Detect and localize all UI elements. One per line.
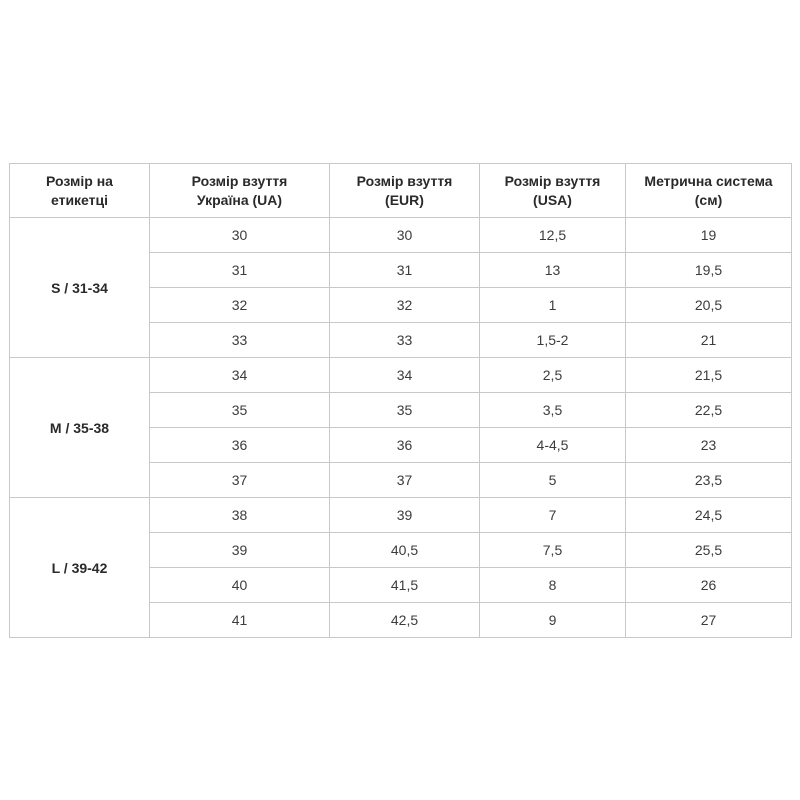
cell-cm: 24,5 bbox=[626, 498, 792, 533]
cell-eur: 34 bbox=[330, 358, 480, 393]
cell-ua: 39 bbox=[150, 533, 330, 568]
group-label-l: L / 39-42 bbox=[10, 498, 150, 638]
table-row bbox=[10, 358, 792, 393]
size-chart-table bbox=[9, 163, 792, 638]
cell-ua: 32 bbox=[150, 288, 330, 323]
cell-cm: 23,5 bbox=[626, 463, 792, 498]
cell-usa: 2,5 bbox=[480, 358, 626, 393]
header-metric-size: Метрична система (см) bbox=[626, 164, 792, 218]
cell-cm: 21,5 bbox=[626, 358, 792, 393]
cell-usa: 7 bbox=[480, 498, 626, 533]
cell-eur: 30 bbox=[330, 218, 480, 253]
table-row bbox=[10, 498, 792, 533]
cell-ua: 40 bbox=[150, 568, 330, 603]
header-eur-size: Розмір взуття (EUR) bbox=[330, 164, 480, 218]
cell-cm: 23 bbox=[626, 428, 792, 463]
cell-eur: 40,5 bbox=[330, 533, 480, 568]
cell-usa: 1,5-2 bbox=[480, 323, 626, 358]
cell-ua: 34 bbox=[150, 358, 330, 393]
cell-usa: 3,5 bbox=[480, 393, 626, 428]
cell-eur: 42,5 bbox=[330, 603, 480, 638]
cell-ua: 37 bbox=[150, 463, 330, 498]
header-label-size: Розмір на етикетці bbox=[10, 164, 150, 218]
cell-ua: 33 bbox=[150, 323, 330, 358]
cell-usa: 7,5 bbox=[480, 533, 626, 568]
cell-eur: 39 bbox=[330, 498, 480, 533]
cell-eur: 31 bbox=[330, 253, 480, 288]
cell-eur: 37 bbox=[330, 463, 480, 498]
cell-usa: 1 bbox=[480, 288, 626, 323]
cell-usa: 9 bbox=[480, 603, 626, 638]
cell-ua: 30 bbox=[150, 218, 330, 253]
cell-usa: 5 bbox=[480, 463, 626, 498]
cell-eur: 32 bbox=[330, 288, 480, 323]
cell-ua: 38 bbox=[150, 498, 330, 533]
group-label-s: S / 31-34 bbox=[10, 218, 150, 358]
cell-usa: 8 bbox=[480, 568, 626, 603]
cell-eur: 36 bbox=[330, 428, 480, 463]
cell-eur: 41,5 bbox=[330, 568, 480, 603]
cell-eur: 35 bbox=[330, 393, 480, 428]
group-label-m: M / 35-38 bbox=[10, 358, 150, 498]
header-ua-size: Розмір взуття Україна (UA) bbox=[150, 164, 330, 218]
cell-eur: 33 bbox=[330, 323, 480, 358]
cell-cm: 19 bbox=[626, 218, 792, 253]
cell-ua: 35 bbox=[150, 393, 330, 428]
cell-cm: 25,5 bbox=[626, 533, 792, 568]
cell-usa: 12,5 bbox=[480, 218, 626, 253]
cell-cm: 21 bbox=[626, 323, 792, 358]
cell-ua: 36 bbox=[150, 428, 330, 463]
cell-cm: 19,5 bbox=[626, 253, 792, 288]
cell-ua: 41 bbox=[150, 603, 330, 638]
cell-ua: 31 bbox=[150, 253, 330, 288]
cell-usa: 13 bbox=[480, 253, 626, 288]
header-usa-size: Розмір взуття (USA) bbox=[480, 164, 626, 218]
cell-cm: 20,5 bbox=[626, 288, 792, 323]
cell-cm: 26 bbox=[626, 568, 792, 603]
header-row bbox=[10, 164, 792, 218]
cell-usa: 4-4,5 bbox=[480, 428, 626, 463]
cell-cm: 27 bbox=[626, 603, 792, 638]
cell-cm: 22,5 bbox=[626, 393, 792, 428]
table-row bbox=[10, 218, 792, 253]
